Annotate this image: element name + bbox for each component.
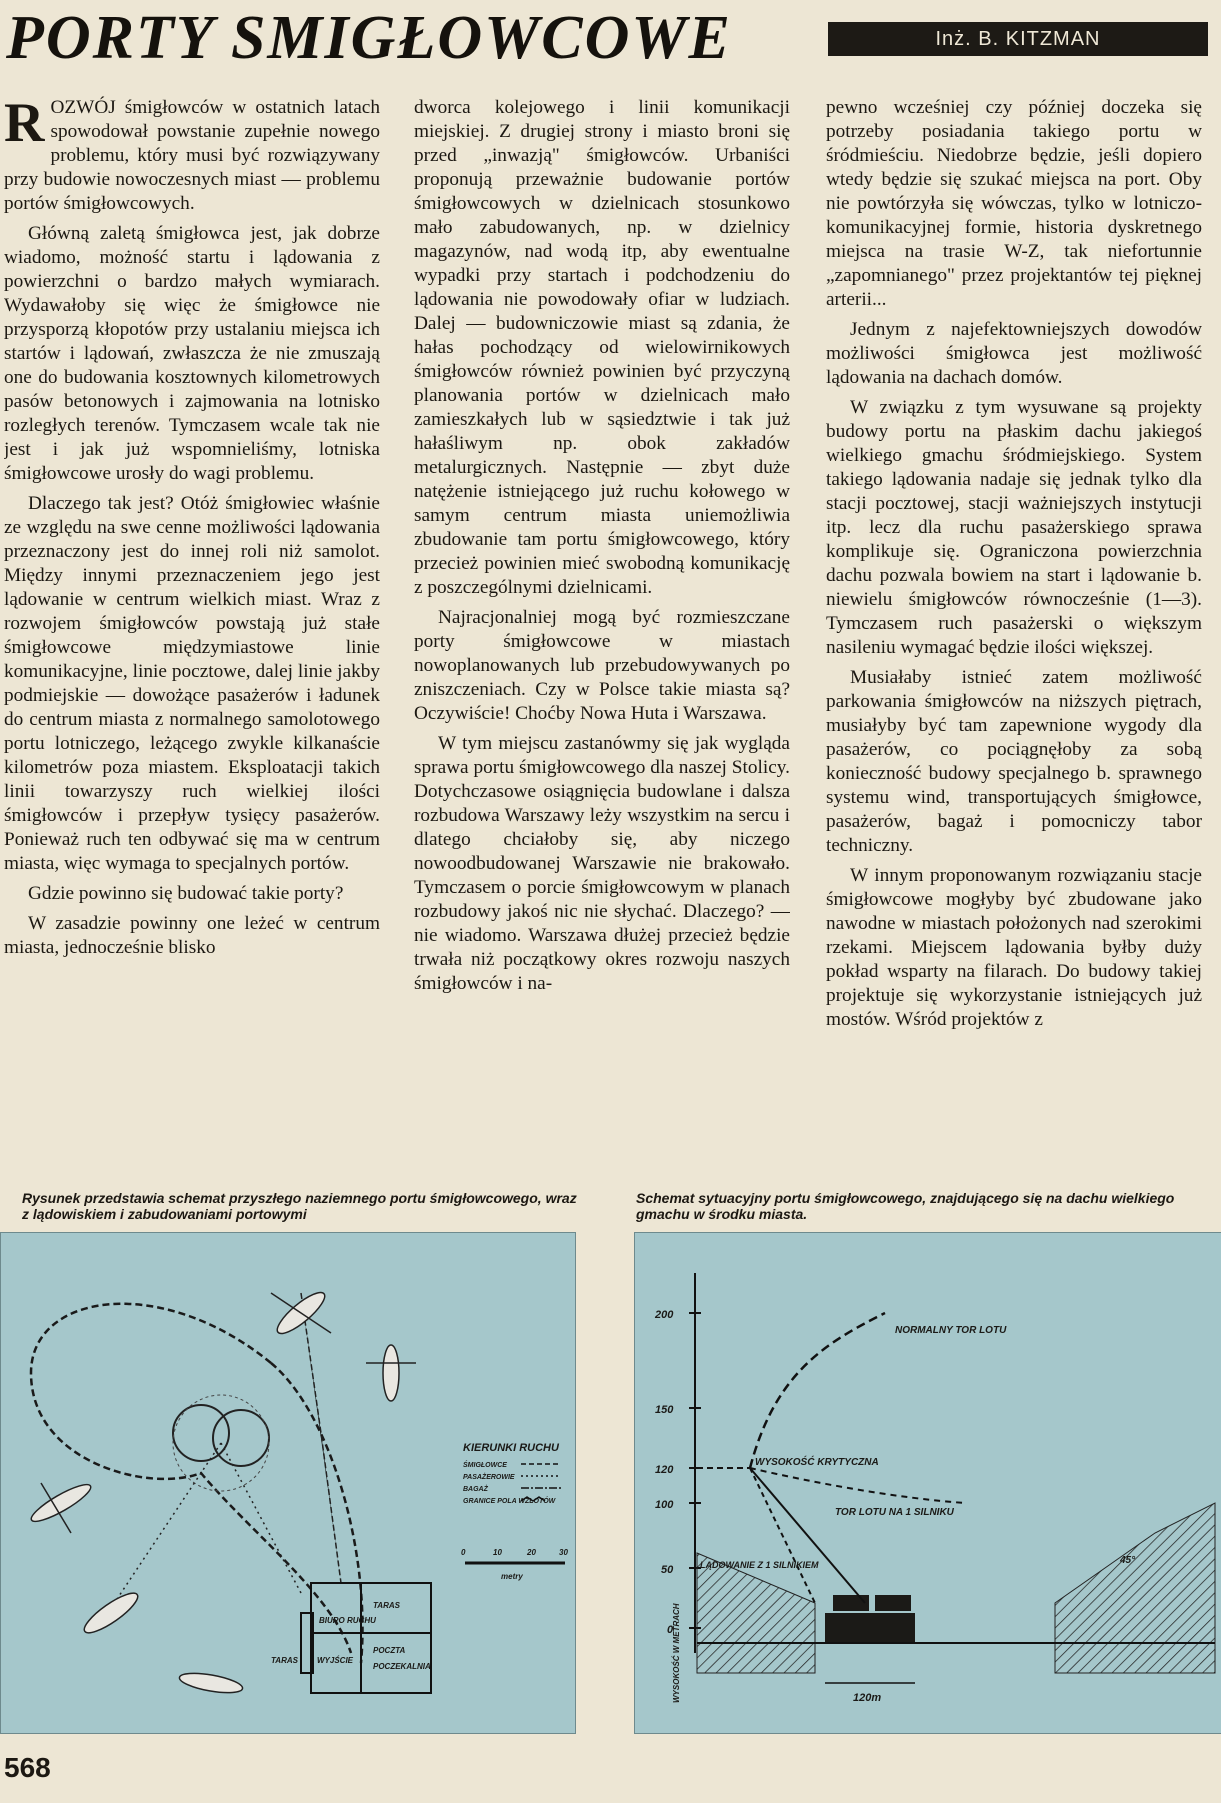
normal-flight-label: NORMALNY TOR LOTU [895,1325,1007,1336]
y-tick-label: 100 [655,1499,674,1511]
article-title: PORTY SMIGŁOWCOWE [6,4,732,72]
legend-title: KIERUNKI RUCHU [463,1442,559,1454]
helicopter-icon [28,1479,95,1533]
figure2-drawing [635,1233,1221,1733]
helicopter-icon [366,1345,416,1401]
critical-height-label: WYSOKOŚĆ KRYTYCZNA [755,1457,879,1468]
paragraph: Najracjonalniej mogą być rozmieszczane porty śmigłowcowe w miastach nowoplanowanych lub przebudowywanych po zniszczeniach. Czy w Polsce takie miasta są? Oczywiście! Choćby Nowa Huta i Warszawa. [414,607,790,724]
building-label: BIURO RUCHU [319,1616,376,1625]
text-column-3 [826,96,1202,1156]
paragraph [4,96,380,216]
helicopter-icon [833,1595,869,1611]
building-label: WYJŚCIE [317,1656,354,1665]
figure1-caption: Rysunek przedstawia schemat przyszłego naziemnego portu śmigłowcowego, wraz z lądowiskiem i zabudowaniami portowymi [22,1190,577,1222]
page-number: 568 [4,1752,51,1783]
paragraph: dworca kolejowego i linii komunikacji miejskiej. Z drugiej strony i miasto broni się przed „inwazją" śmigłowców. Urbaniści proponują przeważnie budowanie portów śmigłowcowych w dzielnicach stosunkowo mało zabudowanych, np. w dzielnicy magazynów, nad wodą itp, aby ewentualne wypadki przy startach i podchodzeniu do lądowania nie powodowały ofiar w ludziach. Dalej — budowniczowie miast są zdania, że hałas pochodzący od wielowirnikowych śmigłowców również powinien być przyczyną planowania portów w dzielnicach mało zamieszkałych lub w sąsiedztwie i tak już hałaśliwym np. obok zakładów metalurgicznych. Następnie — zbyt duże natężenie istniejącego już ruchu kołowego w samym centrum miasta uniemożliwia zbudowanie tam portu śmigłowcowego, który przecież powinien mieć swobodną komunikację z poszczególnymi dzielnicami. [414,97,790,598]
helicopter-icon [80,1587,143,1638]
y-tick-label: 200 [655,1309,674,1321]
legend-item: PASAŻEROWIE [463,1474,515,1481]
landing-circle [173,1405,229,1461]
helicopter-icon [875,1595,911,1611]
port-buildings [301,1583,431,1693]
rooftop-building [825,1613,915,1643]
y-tick-label: 50 [661,1564,674,1576]
baggage-path [301,1293,341,1583]
paragraph: Gdzie powinno się budować takie porty? [28,883,344,904]
drop-cap: R [4,96,45,154]
scale-tick: 10 [493,1548,502,1557]
figure2-caption: Schemat sytuacyjny portu śmigłowcowego, znajdującego się na dachu wielkiego gmachu w środku miasta. [636,1190,1175,1222]
y-tick-label: 0 [667,1624,674,1636]
building-label: TARAS [271,1656,298,1665]
landing-label: LĄDOWANIE Z 1 SILNIKIEM [700,1560,819,1570]
y-axis-label: WYSOKOŚĆ W METRACH [672,1603,681,1703]
building-label: TARAS [373,1601,400,1610]
hatched-zone-right [1055,1503,1215,1673]
text-column-1 [4,96,380,1156]
paragraph: pewno wcześniej czy później doczeka się potrzeby posiadania takiego portu w śródmieściu. Niedobrze będzie, jeśli dopiero wtedy będzie się szukać miejsca na port. Oby nie powtórzyła się wówczas, tylko w lotniczo-komunikacyjnej formie, historia dyskretnego miejsca na trasie W-Z, tak niefortunnie „zapomnianego" przez projektantów tej pięknej arterii... [826,97,1202,310]
scale-tick: 20 [527,1548,536,1557]
legend-item: ŚMIGŁOWCE [463,1462,507,1469]
building-label: POCZTA [373,1646,406,1655]
paragraph: W zasadzie powinny one leżeć w centrum miasta, jednocześnie blisko [4,913,380,958]
scale-tick: 0 [461,1548,466,1557]
paragraph: Jednym z najefektowniejszych dowodów możliwości śmigłowca jest możliwość lądowania na dachach domów. [826,319,1202,388]
paragraph: W tym miejscu zastanówmy się jak wygląda sprawa portu śmigłowcowego dla naszej Stolicy. Dotychczasowe osiągnięcia budowlane i dalsza rozbudowa Warszawy leży wszystkim na sercu i dlatego chciałoby się, aby niczego nowoodbudowanej Warszawie nie brakowało. Tymczasem o porcie śmigłowcowym w planach rozbudowy jakoś nic nie słychać. Dlaczego? — nie wiadomo. Warszawa dłużej przecież będzie trwała niż początkowy okres rozwoju naszych śmigłowców i na- [414,733,790,994]
passenger-path [101,1443,221,1623]
paragraph: Główną zaletą śmigłowca jest, jak dobrze wiadomo, możność startu i lądowania z powierzchni o bardzo małych wymiarach. Wydawałoby się więc że śmigłowce nie przysporzą kłopotów przy ustalaniu miejsca ich startów i lądowań, zwłaszcza że nie zmuszają one do budowania kosztownych kilometrowych pasów betonowych i zajmowania na lotnisko rozległych terenów. Tymczasem wcale tak nie jest i jak już wspomnieliśmy, lotniska śmigłowcowe urosły do wagi problemu. [4,223,380,484]
one-engine-path [750,1468,965,1503]
hatched-zone-left [697,1553,815,1673]
paragraph: Dlaczego tak jest? Otóż śmigłowiec właśnie ze względu na swe cenne możliwości lądowania przeznaczony jest do innej roli niż samolot. Między innymi przeznaczeniem jego jest lądowanie w centrum wielkich miast. Wraz z rozwojem śmigłowców powstają już stałe śmigłowcowe międzymiastowe linie komunikacyjne, linie pocztowe, dalej linie jakby podmiejskie — dowożące pasażerów i ładunek do centrum miasta z normalnego samolotowego portu lotniczego, leżącego zwykle kilkanaście kilometrów poza miastem. Eksploatacji takich linii towarzyszy ruch wielkiej ilości śmigłowców i przepływ tysięcy pasażerów. Ponieważ ruch ten odbywać się ma w centrum miasta, więc wymaga to specjalnych portów. [4,493,380,874]
legend [463,1460,561,1505]
y-tick-label: 120 [655,1464,674,1476]
author-label: Inż. B. KITZMAN [828,22,1208,56]
paragraph: Musiałaby istnieć zatem możliwość parkowania śmigłowców na niższych piętrach, musiałyby być tam zapewnione wygody dla pasażerów, co pociągnęłoby za sobą konieczność budowy specjalnego b. sprawnego systemu wind, transportujących śmigłowce, pasażerów, bagaż i pomocniczy tabor techniczny. [826,667,1202,856]
figure1-heliport-plan [0,1232,576,1734]
scale-tick: 30 [559,1548,568,1557]
legend-item: GRANICE POLA WZLOTÓW [463,1498,556,1505]
y-ticks [654,1309,701,1636]
legend-item: BAGAŻ [463,1486,488,1493]
figure2-rooftop-profile [634,1232,1221,1734]
landing-circle [213,1410,269,1466]
helicopter-icon [178,1670,244,1697]
one-engine-label: TOR LOTU NA 1 SILNIKU [835,1507,954,1518]
text-column-2 [414,96,790,1156]
scale-bar [461,1548,568,1581]
width-label: 120m [853,1692,882,1704]
figure1-drawing [1,1233,575,1733]
passenger-path [221,1443,301,1593]
building-label: POCZEKALNIA [373,1662,431,1671]
paragraph: W związku z tym wysuwane są projekty budowy portu na płaskim dachu jakiegoś wielkiego gmachu śródmiejskiego. System takiego lądowania nadaje się jednak tylko dla stacji pocztowej, stacji ważniejszych instytucji itp. lecz dla ruchu pasażerskiego sprawa komplikuje się. Ograniczona powierzchnia dachu pozwala bowiem na start i lądowanie b. niewielu śmigłowców równocześnie (1—3). Tymczasem ruch pasażerski o większym nasileniu wymagać będzie ilości większej. [826,397,1202,658]
paragraph-text: OZWÓJ śmigłowców w ostatnich latach spowodował powstanie zupełnie nowego problemu, który musi być rozwiązywany przy budowie nowoczesnych miast — problemu portów śmigłowcowych. [4,97,380,214]
paragraph: W innym proponowanym rozwiązaniu stacje śmigłowcowe mogłyby być zbudowane jako nawodne w miastach położonych nad szerokimi rzekami. Miejscem lądowania byłby duży pokład wsparty na filarach. Do budowy takiej projektuje się wykorzystanie istniejących już mostów. Wśród projektów z [826,865,1202,1030]
normal-flight-path [750,1313,885,1468]
angle-label: 45° [1120,1555,1136,1566]
flight-circuit [31,1304,351,1653]
y-tick-label: 150 [655,1404,674,1416]
scale-unit: metry [501,1572,523,1581]
